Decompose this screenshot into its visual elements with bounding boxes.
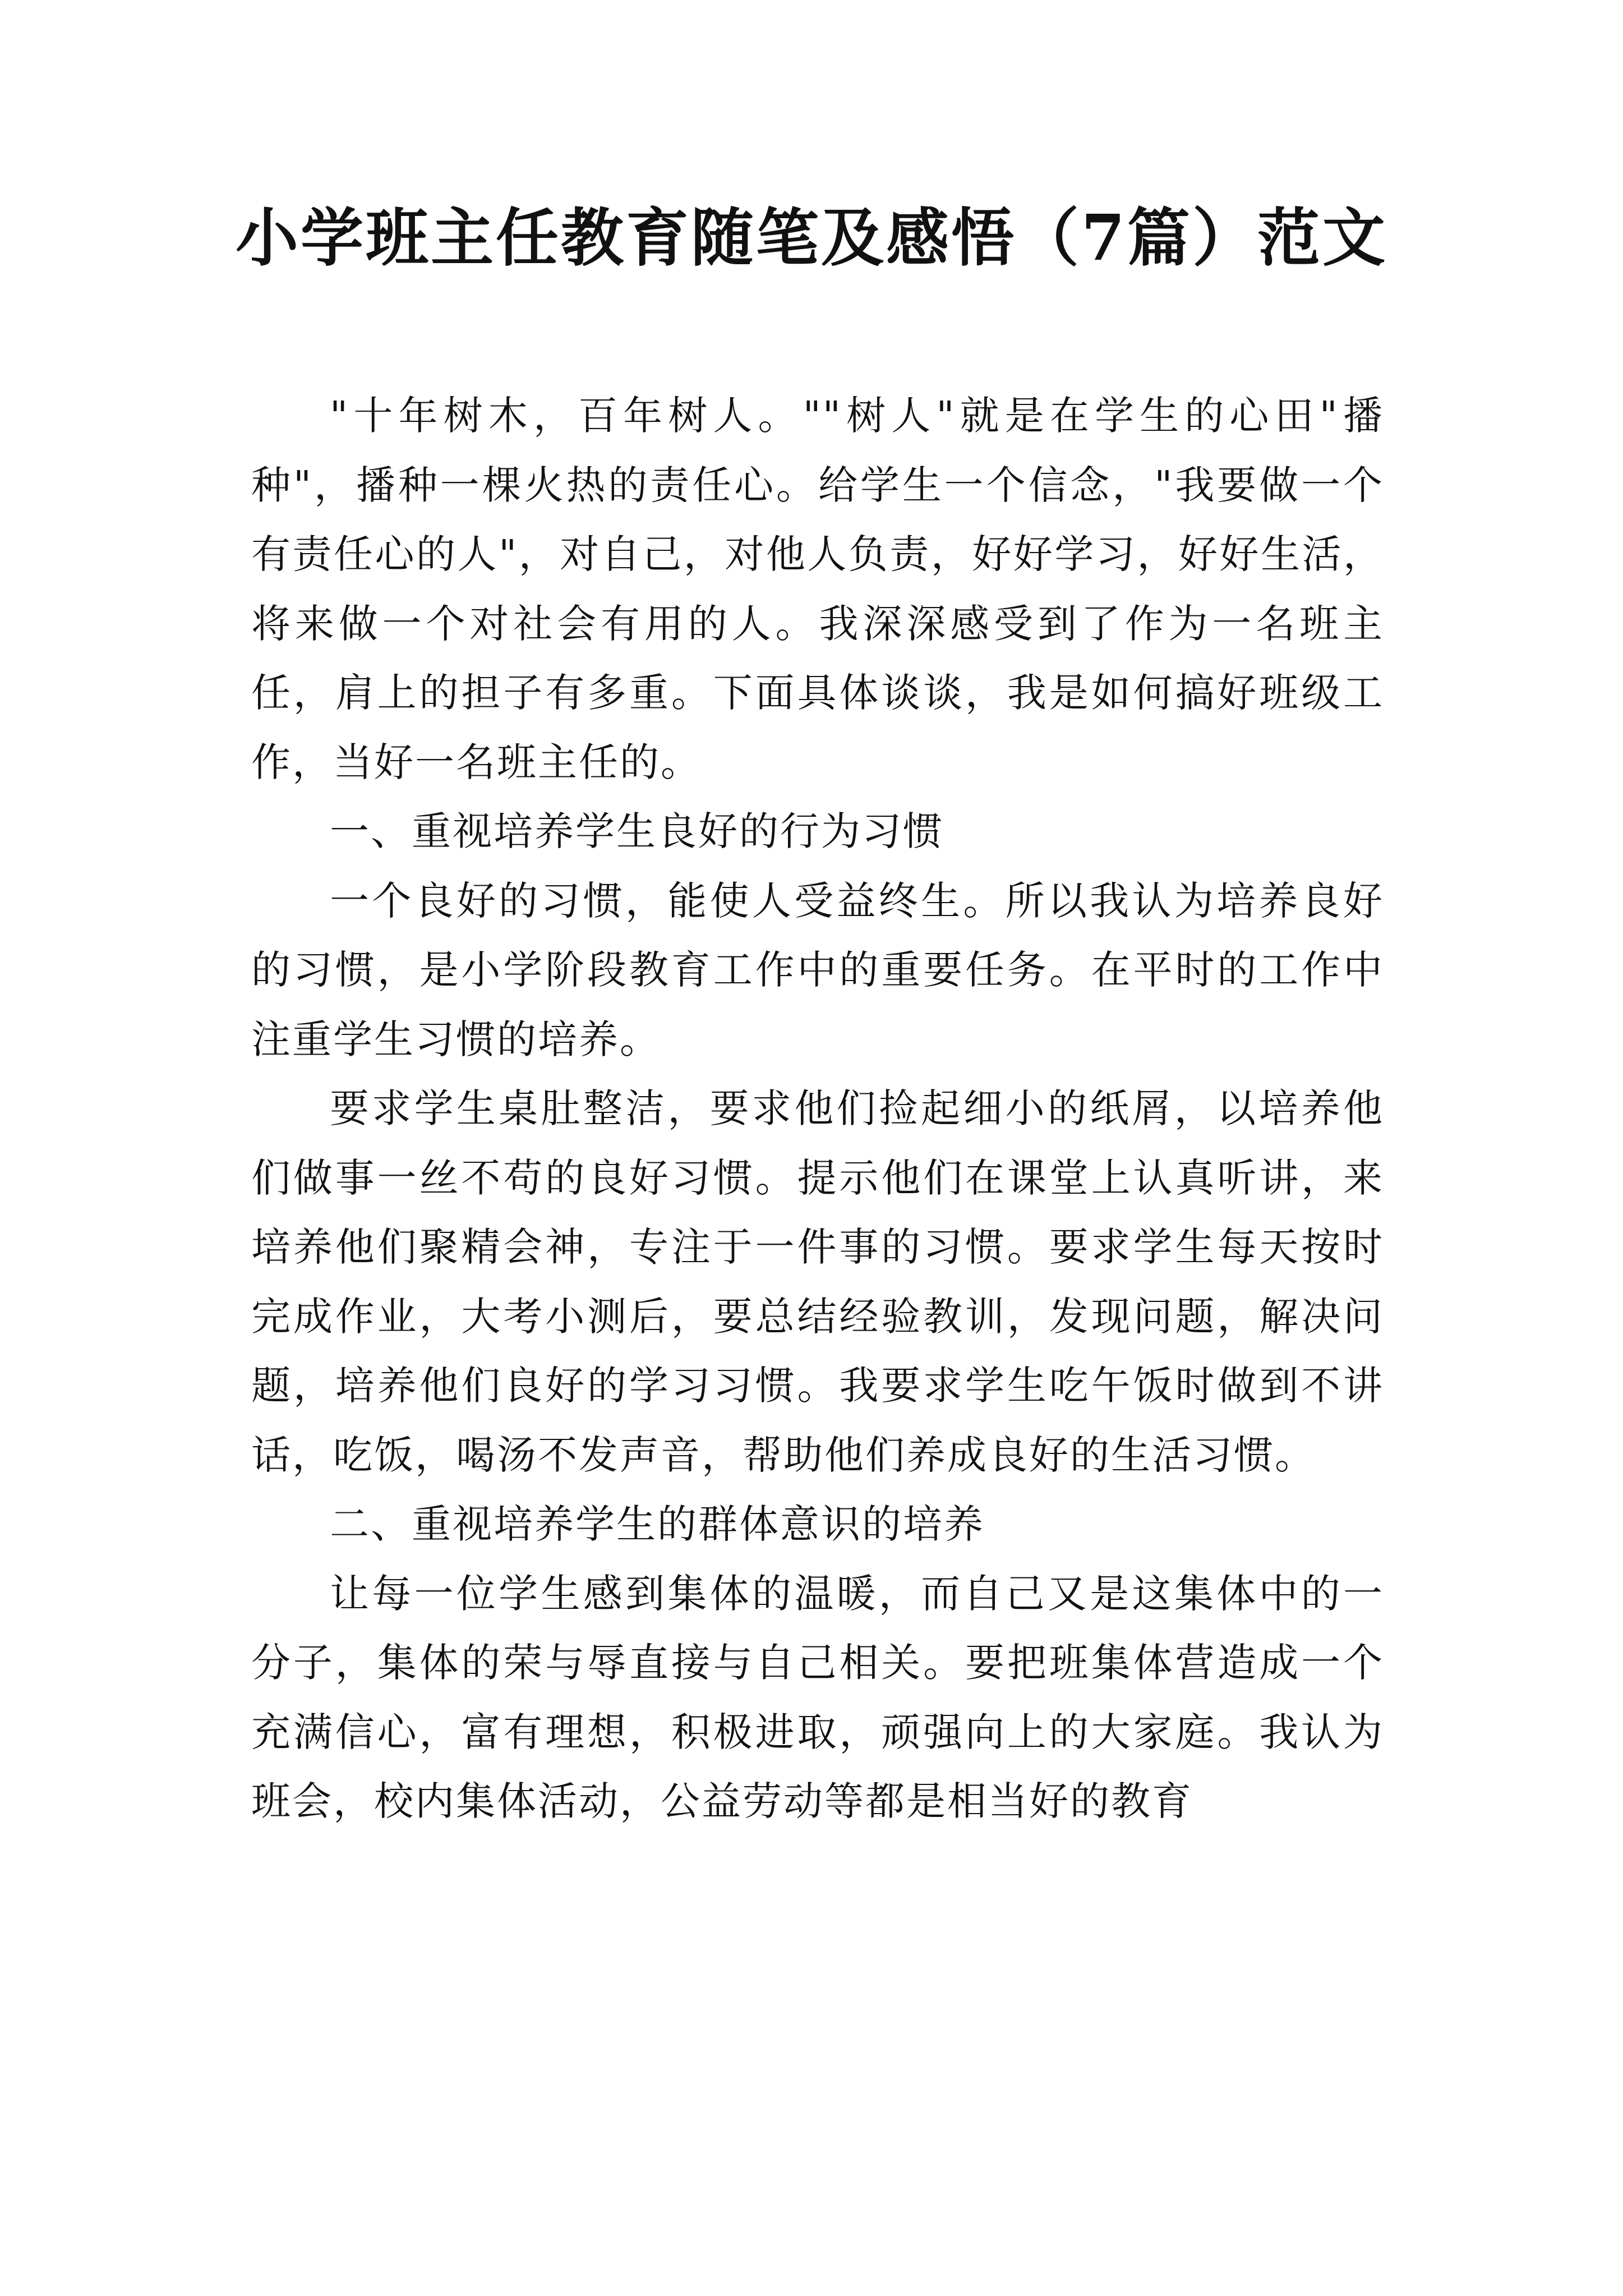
paragraph: 一个良好的习惯，能使人受益终生。所以我认为培养良好的习惯，是小学阶段教育工作中的重要任务。在平时的工作中注重学生习惯的培养。 — [251, 877, 1384, 1062]
paragraph: 要求学生桌肚整洁，要求他们捡起细小的纸屑，以培养他们做事一丝不苟的良好习惯。提示他们在课堂上认真听讲，来培养他们聚精会神，专注于一件事的习惯。要求学生每天按时完成作业，大考小测后，要总结经验教训，发现问题，解决问题，培养他们良好的学习习惯。我要求学生吃午饭时做到不讲话，吃饭，喝汤不发声音，帮助他们养成良好的生活习惯。 — [251, 1085, 1384, 1478]
section-heading-1: 一、重视培养学生良好的行为习惯 — [330, 808, 944, 854]
paragraph: 让每一位学生感到集体的温暖，而自己又是这集体中的一分子，集体的荣与辱直接与自己相关。要把班集体营造成一个充满信心，富有理想，积极进取，顽强向上的大家庭。我认为班会，校内集体活动，公益劳动等都是相当好的教育 — [251, 1570, 1384, 1824]
paragraph-intro: "十年树木，百年树人。""树人"就是在学生的心田"播种"，播种一棵火热的责任心。给学生一个信念，"我要做一个有责任心的人"，对自己，对他人负责，好好学习，好好生活，将来做一个对社会有用的人。我深深感受到了作为一名班主任，肩上的担子有多重。下面具体谈谈，我是如何搞好班级工作，当好一名班主任的。 — [251, 393, 1384, 785]
document-body — [251, 381, 1384, 1837]
section-heading-2: 二、重视培养学生的群体意识的培养 — [330, 1501, 985, 1547]
document-title: 小学班主任教育随笔及感悟（7篇）范文 — [236, 201, 1387, 275]
